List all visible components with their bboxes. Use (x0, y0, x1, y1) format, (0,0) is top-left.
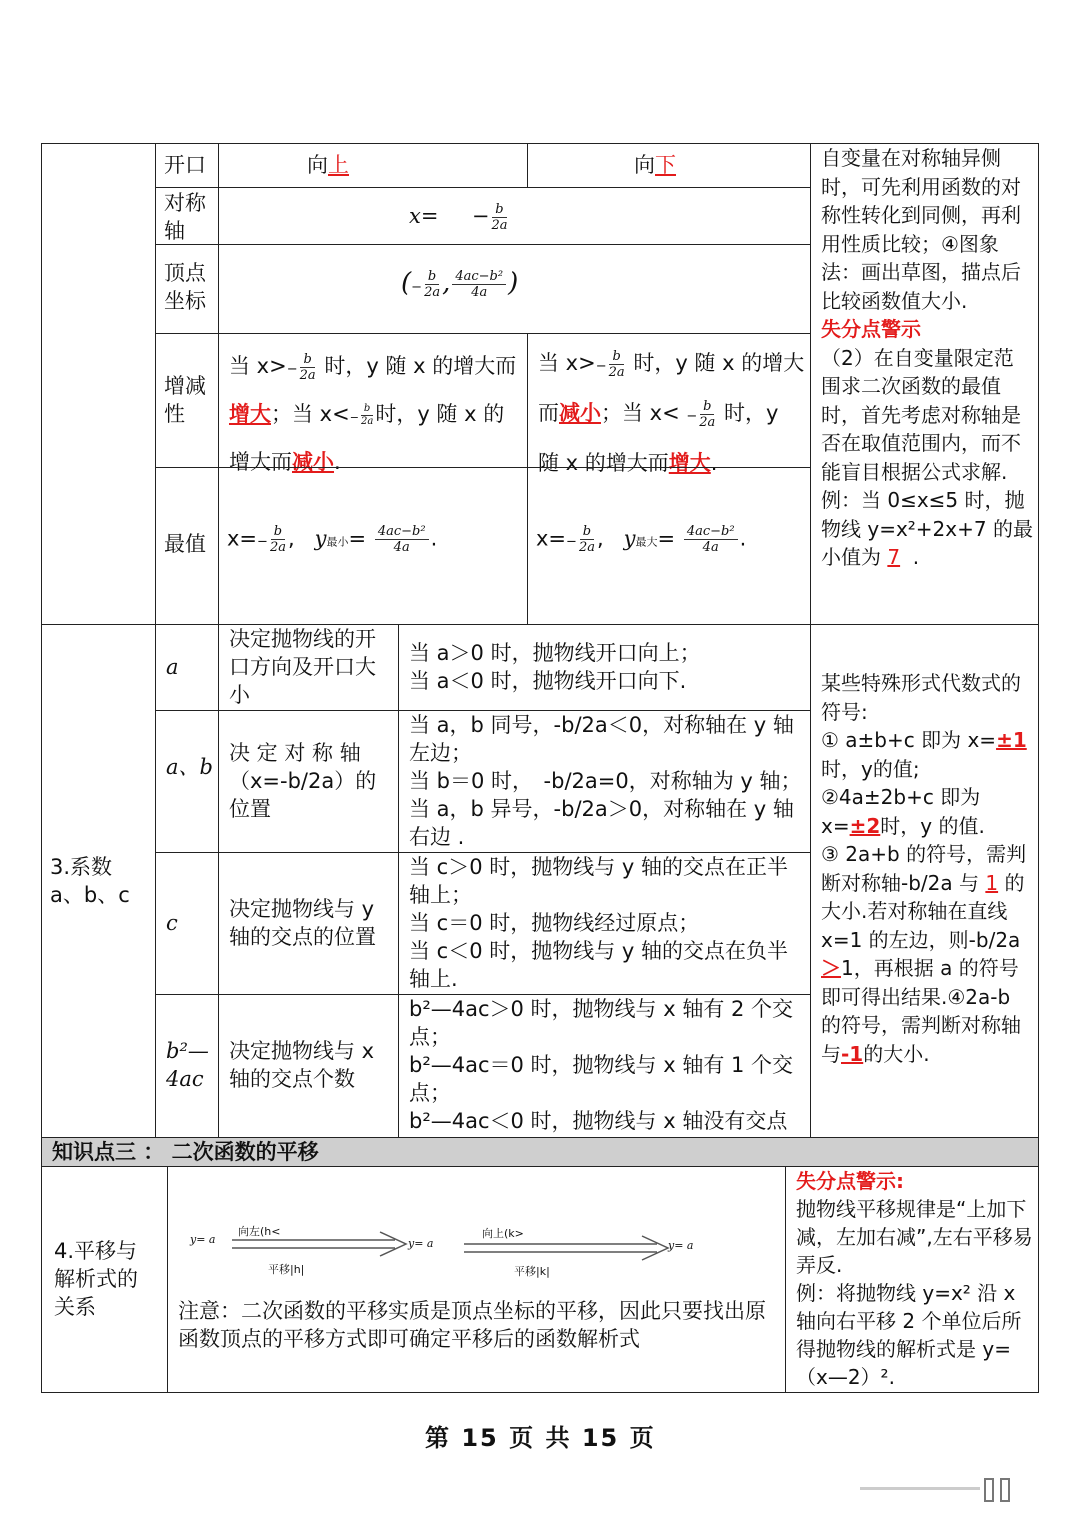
extreme-down (527, 467, 811, 625)
arrow1-top-label: 向左(h< (238, 1225, 281, 1238)
coef-disc-var: b²—4ac (155, 994, 219, 1138)
label-extreme-text: 最值 (164, 532, 206, 556)
arrow1-y-right: y= a (408, 1237, 434, 1250)
opening-up: 向上 (218, 143, 528, 188)
label-extreme (155, 467, 219, 625)
section3-note: 注意：二次函数的平移实质是顶点坐标的平移，因此只要找出原函数顶点的平移方式即可确定平移后的函数解析式 (178, 1299, 766, 1351)
label-axis-text: 对称 轴 (164, 191, 206, 243)
monotonic-down-text: 当 x>− $\frac{b}{2a}$ 时，y 随 x 的增大 而减小；当 x< − $\frac{b}{2a}$ 时，y 随 x 的增大而增大. (538, 348, 805, 475)
coef-title: 3.系数 a、b、c (50, 855, 130, 907)
right-note-example: 例：当 0≤x≤5 时，抛物线 y=x²+2x+7 的最小值为 (821, 488, 1033, 569)
extreme-up-text: x=− $\frac{b}{2a}$ , y最小= $\frac{\text{4ac−b²}}{4a}$ . (227, 524, 438, 555)
coef-a-detail: 当 a＞0 时，抛物线开口向上； 当 a＜0 时，抛物线开口向下. (398, 624, 811, 711)
label-monotonic-text: 增减 性 (164, 374, 206, 426)
arrow2-top-label: 向上(k> (482, 1227, 524, 1240)
coef-ab-detail: 当 a，b 同号，-b/2a＜0，对称轴在 y 轴左边； 当 b＝0 时， -b/2a=0，对称轴为 y 轴； 当 a，b 异号，-b/2a＞0，对称轴在 y 轴右边 . (398, 710, 811, 853)
section3-title-cell: 4.平移与解析式的关系 (41, 1166, 168, 1393)
arrow2-y-right: y= a (668, 1239, 694, 1252)
coef-c-var: c (155, 852, 219, 995)
monotonic-up-text: 当 x>− $\frac{b}{2a}$ 时，y 随 x 的增大而 增大；当 x<− $\frac{b}{2a}$ 时，y 随 x 的 增大而减小. (229, 351, 517, 474)
coef-c-meaning: 决定抛物线与 y 轴的交点的位置 (218, 852, 399, 995)
right-note-range: （2）在自变量限定范围求二次函数的最值时，首先考虑对称轴是否在取值范围内，而不能盲目根据公式求解. (821, 345, 1021, 484)
page-footer: 第 15 页 共 15 页 (425, 1424, 656, 1452)
vertex-formula-text: (− $\frac{b}{2a}$ , $\frac{\text{4ac−b²}}{4a}$ ) (401, 268, 519, 300)
axis-formula (218, 187, 811, 245)
label-monotonic (155, 333, 219, 468)
coef-disc-detail: b²—4ac＞0 时，抛物线与 x 轴有 2 个交点； b²—4ac＝0 时，抛物线与 x 轴有 1 个交点； b²—4ac＜0 时，抛物线与 x 轴没有交点 (398, 994, 811, 1138)
coef-ab-var: a、b (155, 710, 219, 853)
coef-c-detail: 当 c＞0 时，抛物线与 y 轴的交点在正半轴上； 当 c＝0 时，抛物线经过原点； 当 c＜0 时，抛物线与 y 轴的交点在负半轴上. (398, 852, 811, 995)
monotonic-up (218, 333, 528, 474)
arrow2-bottom-label: 平移|k| (514, 1265, 550, 1278)
arrow1-y-left: y= a (190, 1233, 216, 1246)
section3-content (167, 1166, 786, 1393)
right-note-text: 自变量在对称轴异侧时，可先利用函数的对称性转化到同侧，再利用性质比较；④图象法：画出草图，描点后比较函数值大小. (821, 146, 1021, 313)
axis-formula-text: x= − $\frac{b}{2a}$ (409, 202, 508, 233)
extreme-up (218, 467, 528, 625)
right-note-answer: 7 (887, 545, 901, 569)
toolbar-hint (860, 1478, 1040, 1500)
right-note-warning: 失分点警示 (821, 317, 921, 341)
coef-title-cell (41, 624, 156, 1138)
vertex-right-note: 自变量在对称轴异侧时，可先利用函数的对称性转化到同侧，再利用性质比较；④图象法：画出草图，描点后比较函数值大小. 失分点警示 （2）在自变量限定范围求二次函数的最值时，首先考虑对称轴是否在取值范围内，而不能盲目根据公式求解. 例：当 0≤x≤5 时，抛物线 y=x²+2x+7 的最小值为 7 . (810, 143, 1039, 625)
label-vertex-text: 顶点 坐标 (164, 261, 206, 313)
label-opening (155, 143, 219, 188)
section3-header: 知识点三 ： 二次函数的平移 (41, 1137, 1039, 1167)
vertex-formula (218, 244, 811, 334)
coef-ab-meaning: 决 定 对 称 轴（x=-b/2a）的位置 (218, 710, 399, 853)
arrow2 (462, 1233, 672, 1263)
coef-disc-meaning: 决定抛物线与 x 轴的交点个数 (218, 994, 399, 1138)
section2-left-blank (41, 143, 156, 625)
extreme-down-text: x=− $\frac{b}{2a}$ , y最大= $\frac{\text{4ac−b²}}{4a}$ . (536, 524, 747, 555)
label-opening-text: 开口 (164, 153, 206, 177)
coef-right-note: 某些特殊形式代数式的符号: ① a±b+c 即为 x=±1 时，y的值; ②4a±2b+c 即为 x=±2时，y 的值. ③ 2a+b 的符号，需判断对称轴-b/2a 与 1 的大小.若对称轴在直线 x=1 的左边，则-b/2a＞1，再根据 a 的符号即可得出结果.④2a-b 的符号，需判断对称轴与-1的大小. (810, 624, 1039, 1138)
monotonic-down (527, 333, 811, 475)
coef-a-var: a (155, 624, 219, 711)
coef-a-meaning: 决定抛物线的开口方向及开口大小 (218, 624, 399, 711)
opening-down: 向下 (527, 143, 811, 188)
section3-right: 失分点警示: 抛物线平移规律是“上加下减，左加右减”,左右平移易弄反. 例：将抛物线 y=x² 沿 x 轴向右平移 2 个单位后所得抛物线的解析式是 y=（x—2）². (785, 1166, 1039, 1393)
arrow1-bottom-label: 平移|h| (268, 1263, 305, 1276)
label-vertex (155, 244, 219, 334)
arrow1 (230, 1229, 410, 1259)
label-axis (155, 187, 219, 245)
